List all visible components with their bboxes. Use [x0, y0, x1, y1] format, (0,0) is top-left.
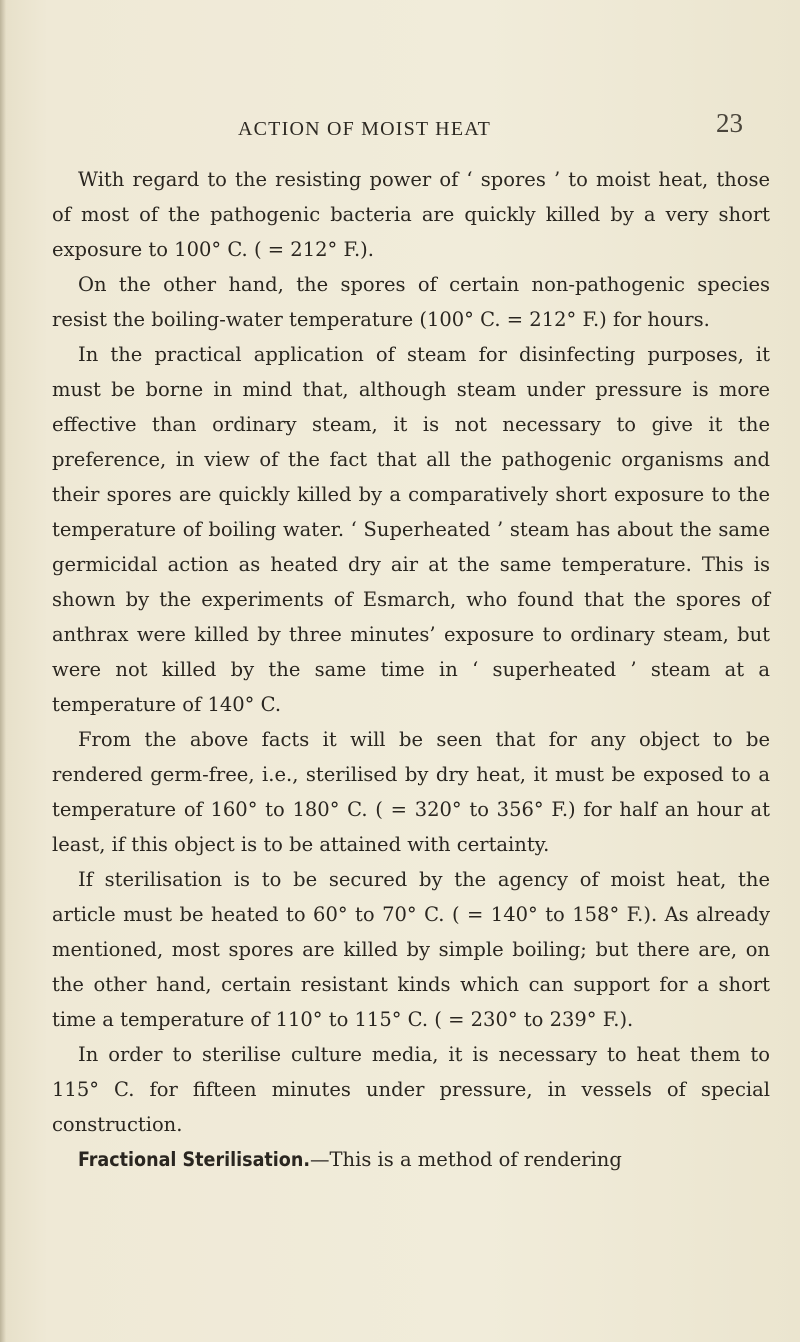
paragraph-moist-heat-sterilisation: If sterilisation is to be secured by the agency of moist heat, the article must be heated to 60° to 70° C. ( = 140° to 158° F.). As already mentioned, most spores are killed by simple boiling; but there are, on the other hand, certain resistant kinds which can support for a short time a temperature of 110° to 115° C. ( = 230° to 239° F.).: [52, 868, 770, 1031]
paragraph-fractional-sterilisation: [52, 1142, 770, 1177]
section-run-in-heading: Fractional Sterilisation.: [78, 1148, 311, 1171]
body-text: [52, 162, 770, 1177]
paragraph-spores-resistance: With regard to the resisting power of ‘ spores ’ to moist heat, those of most of the pathogenic bacteria are quickly killed by a very short exposure to 100° C. ( = 212° F.).: [52, 168, 770, 261]
page-number: 23: [716, 108, 743, 138]
running-head: ACTION OF MOIST HEAT: [238, 118, 492, 140]
paragraph-non-pathogenic-spores: On the other hand, the spores of certain non-pathogenic species resist the boiling-water temperature (100° C. = 212° F.) for hours.: [52, 273, 770, 331]
page-spine-shadow: [0, 0, 6, 1342]
paragraph-steam-disinfection: In the practical application of steam for disinfecting purposes, it must be borne in mind that, although steam under pressure is more effective than ordinary steam, it is not necessary to give it the preference, in view of the fact that all the pathogenic organisms and their spores are quickly killed by a comparatively short exposure to the temperature of boiling water. ‘ Superheated ’ steam has about the same germicidal action as heated dry air at the same temperature. This is shown by the experiments of Esmarch, who found that the spores of anthrax were killed by three minutes’ exposure to ordinary steam, but were not killed by the same time in ‘ superheated ’ steam at a temperature of 140° C.: [52, 343, 770, 716]
paragraph-dry-heat-sterilisation: From the above facts it will be seen that for any object to be rendered germ-free, i.e., sterilised by dry heat, it must be exposed to a temperature of 160° to 180° C. ( = 320° to 356° F.) for half an hour at least, if this object is to be attained with certainty.: [52, 728, 770, 856]
paragraph-culture-media: In order to sterilise culture media, it is necessary to heat them to 115° C. for fifteen minutes under pressure, in vessels of special construction.: [52, 1043, 770, 1136]
section-run-in-text: —This is a method of rendering: [310, 1148, 622, 1171]
